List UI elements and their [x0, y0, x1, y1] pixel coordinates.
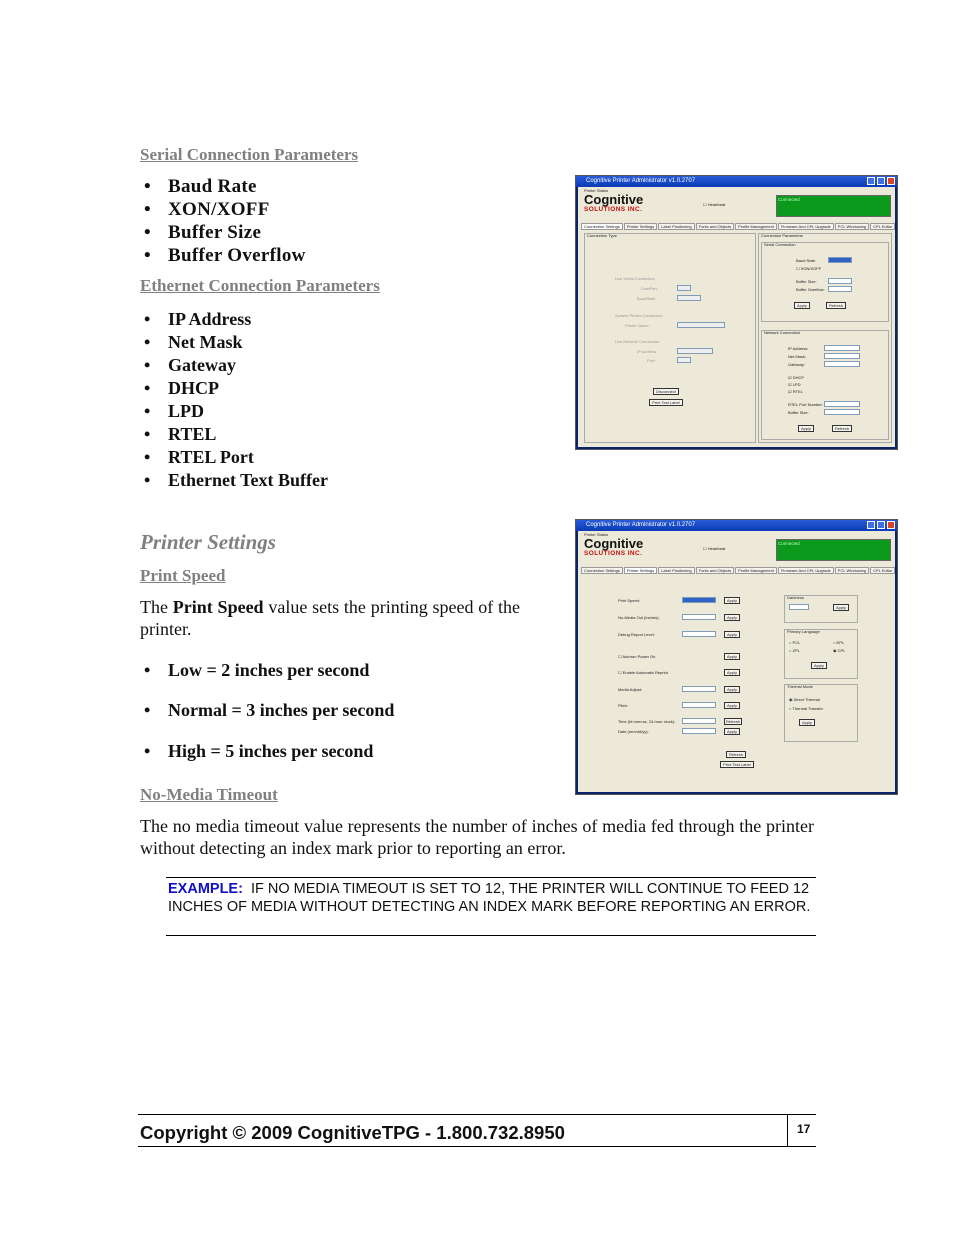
page-number: 17	[797, 1122, 811, 1136]
list-item: • Ethernet Text Buffer	[140, 469, 328, 492]
connection-parameters-panel: Connection Parameters Serial Connection Baud Rate: ☐ XON/XOFF Buffer Size: Buffer Overflow: Apply Refresh Network Connection IP Address: Net Mask: Gateway: ☑ DHCP ☑ LPD ☑ RTEL RTEL Port Number: Buffer Size: Apply Refresh	[758, 233, 892, 443]
heartbeat-checkbox: ☐ Heartbeat	[703, 546, 726, 551]
list-item: • Gateway	[140, 354, 328, 377]
no-media-heading: No-Media Timeout	[140, 785, 278, 804]
example-note: EXAMPLE: IF NO MEDIA TIMEOUT IS SET TO 12, THE PRINTER WILL CONTINUE TO FEED 12 INCHES OF MEDIA WITHOUT DETECTING AN INDEX MARK BEFORE REPORTING AN ERROR.	[168, 881, 811, 915]
example-bottom-rule	[166, 935, 816, 936]
example-top-rule	[166, 877, 816, 878]
list-item: • High = 5 inches per second	[140, 741, 394, 762]
list-item: • Buffer Size	[140, 221, 306, 244]
serial-heading: Serial Connection Parameters	[140, 145, 359, 164]
printer-settings-heading: Printer Settings	[140, 530, 276, 554]
ethernet-heading: Ethernet Connection Parameters	[140, 276, 380, 295]
footer-top-rule	[138, 1114, 816, 1115]
list-item: • XON/XOFF	[140, 198, 306, 221]
list-item: • RTEL Port	[140, 446, 328, 469]
cognitive-logo	[584, 193, 643, 213]
window-title: Cognitive Printer Administrator v1.0.2707	[576, 520, 897, 531]
connection-settings-screenshot	[575, 175, 898, 450]
connection-type-panel: Connection Type Use Serial Connection ComPort: BaudRate: System Printer Connection Printer Name: Use Network Connection IP Address: Port: Disconnect Print Test Label	[584, 233, 756, 443]
footer-bottom-rule	[138, 1146, 816, 1147]
ethernet-list	[140, 308, 328, 492]
no-media-paragraph: The no media timeout value represents the number of inches of media fed through the printer without detecting an index mark prior to reporting an error.	[140, 816, 814, 858]
logo-sub: SOLUTIONS INC.	[584, 206, 643, 213]
heartbeat-checkbox: ☐ Heartbeat	[703, 202, 726, 207]
list-item: • Buffer Overflow	[140, 244, 306, 267]
speed-list	[140, 660, 394, 762]
printer-settings-screenshot: Cognitive Printer Administrator v1.0.2707 Printer Status Cognitive SOLUTIONS INC. ☐ Heartbeat Connected Connection Settings Printer Settings Label Positioning Fonts and Objects Profile Management Firmware And CPL Upgrade PCL Windowing CPL Editor Print Speed: Apply No-Media Out (Inches): Apply Debug Report Level: Apply ☐ Autorun Power On Apply ☐ Enable Automatic Reprint Apply Media Adjust: Apply Pitch: Apply Time (hh:mm:ss, 24-hour clock): Refresh Date (mm/dd/yy): Apply Darkness Apply Primary Language ○ PCL ○ EPL ○ ZPL ◉ CPL Apply Thermal Mode ◉ Direct Thermal ○ Thermal Transfer Apply Refresh Print Test Label	[575, 519, 898, 795]
tab-bar: Connection Settings Printer Settings Label Positioning Fonts and Objects Profile Management Firmware And CPL Upgrade PCL Windowing CPL Editor	[581, 567, 892, 574]
list-item: • DHCP	[140, 377, 328, 400]
footer-divider	[787, 1114, 788, 1146]
logo-main: Cognitive	[584, 192, 644, 207]
list-item: • Low = 2 inches per second	[140, 660, 394, 681]
print-speed-heading: Print Speed	[140, 566, 226, 585]
tab-bar: Connection Settings Printer Settings Label Positioning Fonts and Objects Profile Management Firmware And CPL Upgrade PCL Windowing CPL Editor	[581, 223, 892, 230]
cognitive-logo	[584, 537, 643, 557]
status-panel: Connected	[776, 539, 891, 561]
status-panel: Connected	[776, 195, 891, 217]
serial-list	[140, 175, 306, 267]
footer-copyright: Copyright © 2009 CognitiveTPG - 1.800.732.8950	[140, 1122, 565, 1143]
print-speed-paragraph: The Print Speed value sets the printing speed of the printer.	[140, 597, 521, 639]
list-item: • IP Address	[140, 308, 328, 331]
list-item: • Net Mask	[140, 331, 328, 354]
window-title: Cognitive Printer Administrator v1.0.2707	[576, 176, 897, 187]
list-item: • Normal = 3 inches per second	[140, 700, 394, 721]
logo-sub: SOLUTIONS INC.	[584, 550, 643, 557]
printer-status-label: Printer Status	[584, 188, 609, 193]
list-item: • Baud Rate	[140, 175, 306, 198]
list-item: • RTEL	[140, 423, 328, 446]
list-item: • LPD	[140, 400, 328, 423]
printer-status-label: Printer Status	[584, 532, 609, 537]
logo-main: Cognitive	[584, 536, 644, 551]
